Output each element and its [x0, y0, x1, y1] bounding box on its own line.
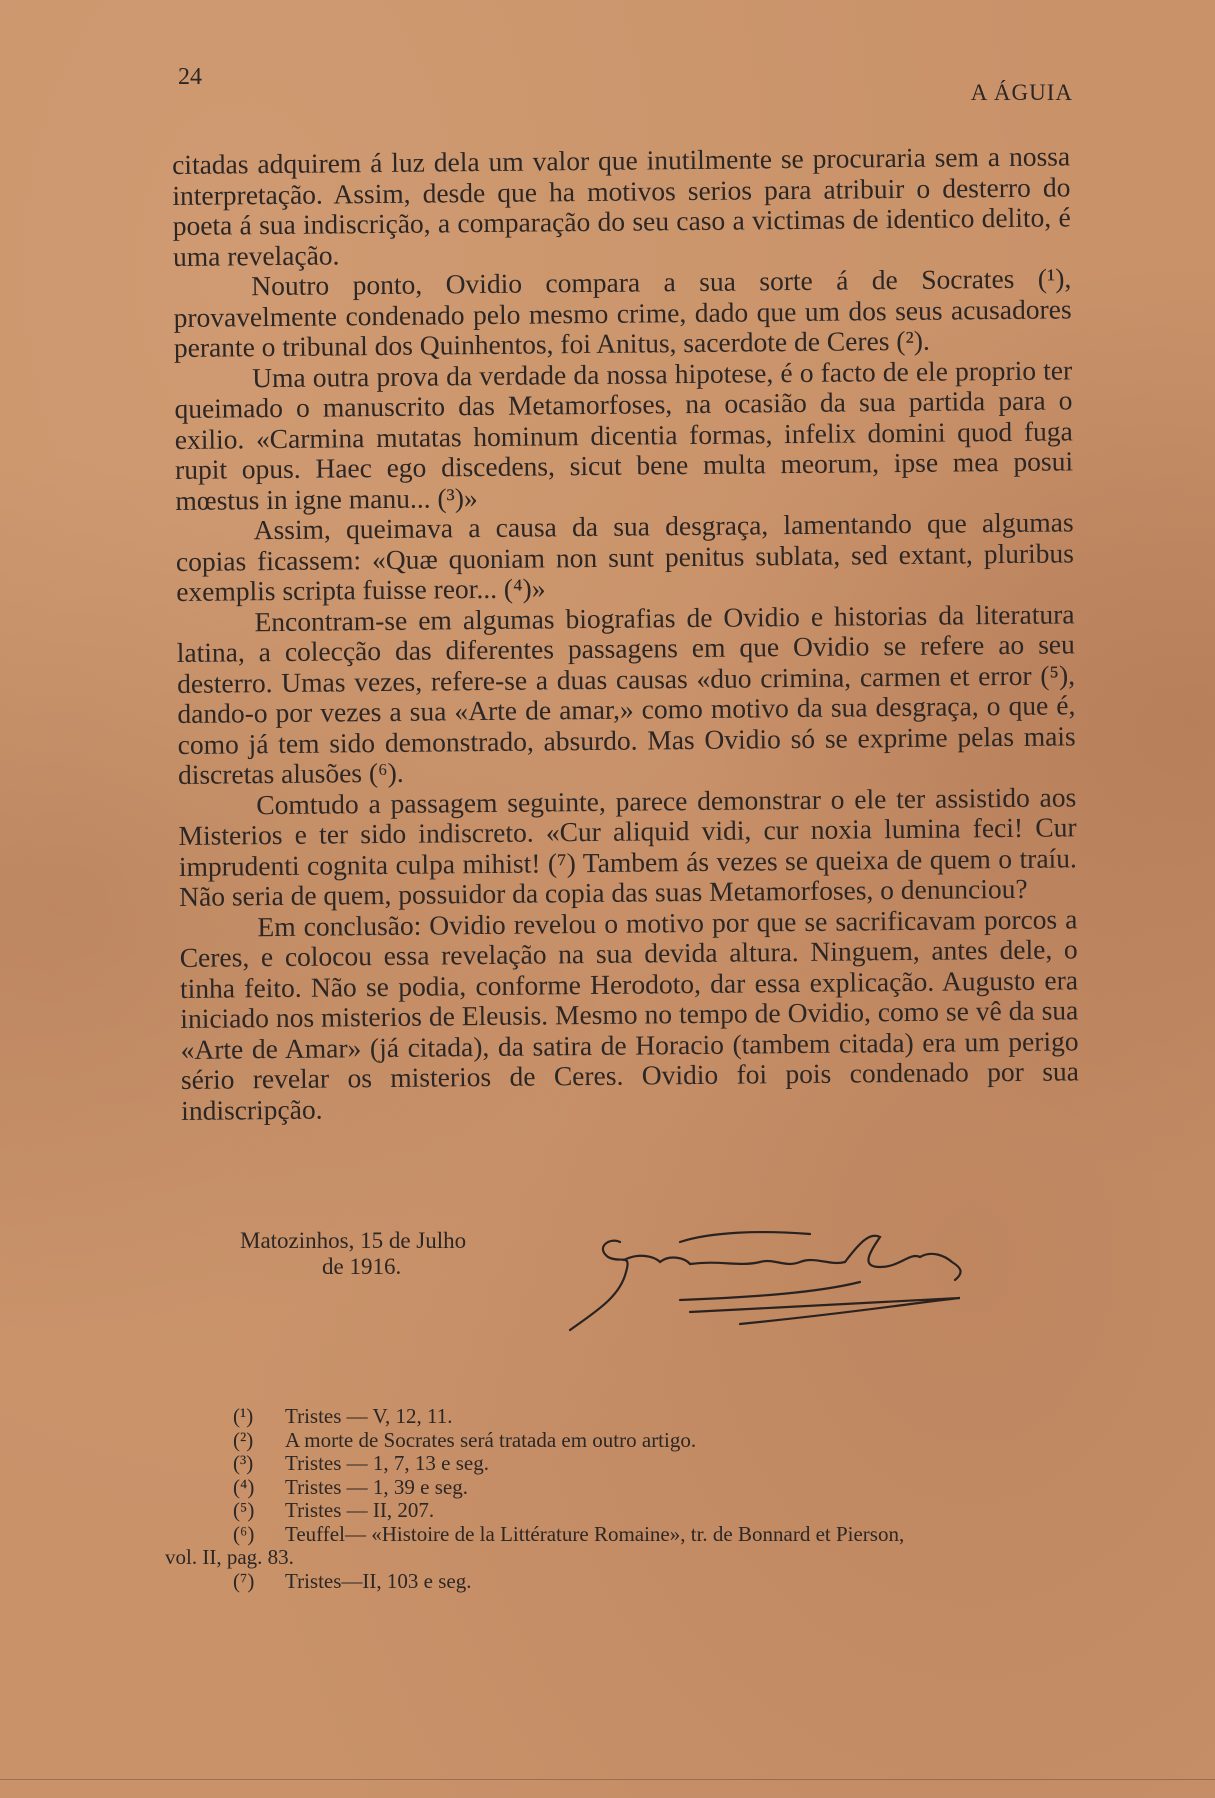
- running-title: A ÁGUIA: [970, 80, 1073, 105]
- footnote-text: A morte de Socrates será tratada em outro artigo.: [285, 1427, 697, 1452]
- place-line: Matozinhos, 15 de Julho: [240, 1228, 467, 1253]
- footnote-mark: (⁵): [233, 1498, 255, 1522]
- footnote-mark: (²): [233, 1427, 254, 1452]
- handwritten-signature: [560, 1212, 1060, 1342]
- page-edge-line: [0, 1779, 1215, 1780]
- paragraph: citadas adquirem á luz dela um valor que inutilmente se procuraria sem a nossa interpretação. Assim, desde que ha motivos serios para atribuir o desterro do poeta á sua indiscrição, a comparação do seu caso a victimas de identico delito, é uma revelação.: [171, 140, 1071, 272]
- paragraph: Uma outra prova da verdade da nossa hipotese, é o facto de ele proprio ter queimado o manuscrito das Metamorfoses, na ocasião da sua partida para o exilio. «Carmina mutatas hominum dicentia formas, infelix domini quod fuga rupit opus. Haec ego discedens, sicut bene multa meorum, ipse mea posui mœstus in igne manu... (³)»: [174, 353, 1074, 516]
- footnote-continuation: vol. II, pag. 83.: [165, 1545, 294, 1569]
- page-number: 24: [178, 64, 202, 90]
- paragraph: Assim, queimava a causa da sua desgraça, lamentando que algumas copias ficassem: «Quæ quoniam non sunt penitus sublata, sed extant, pluribus exemplis scripta fuisse reor... (⁴)»: [175, 506, 1075, 607]
- footnote-text: Tristes—II, 103 e seg.: [285, 1568, 472, 1593]
- footnote-mark: (⁴): [233, 1474, 255, 1499]
- date-line: de 1916.: [322, 1254, 402, 1279]
- footnote-mark: (⁶): [233, 1521, 255, 1546]
- footnote: [165, 1429, 1065, 1453]
- place-and-date: [240, 1228, 466, 1280]
- article-body: [172, 141, 1079, 1126]
- footnote: [165, 1570, 1065, 1594]
- paragraph: Noutro ponto, Ovidio compara a sua sorte á de Socrates (¹), provavelmente condenado pelo mesmo crime, dado que um dos seus acusadores perante o tribunal dos Quinhentos, foi Anitus, sacerdote de Ceres (²).: [173, 262, 1072, 363]
- paragraph: Encontram-se em algumas biografias de Ovidio e historias da literatura latina, a colecção das diferentes passagens em que Ovidio se refere ao seu desterro. Umas vezes, refere-se a duas causas «duo crimina, carmen et error (⁵), dando-o por vezes a sua «Arte de amar,» como motivo da sua desgraça, o que é, como já tem sido demonstrado, absurdo. Mas Ovidio só se exprime pelas mais discretas alusões (⁶).: [176, 597, 1076, 790]
- footnote-mark: (¹): [233, 1404, 254, 1428]
- footnote-text: Teuffel— «Histoire de la Littérature Romaine», tr. de Bonnard et Pierson,: [285, 1521, 905, 1546]
- paragraph: Em conclusão: Ovidio revelou o motivo por que se sacrificavam porcos a Ceres, e colocou essa revelação na sua devida altura. Ninguem, antes dele, o tinha feito. Não se podia, conforme Herodoto, dar essa explicação. Augusto era iniciado nos misterios de Eleusis. Mesmo no tempo de Ovidio, como se vê da sua «Arte de Amar» (já citada), da satira de Horacio (tambem citada) era um perigo sério revelar os misterios de Ceres. Ovidio foi pois condenado por sua indiscripção.: [179, 902, 1080, 1126]
- footnote-text: Tristes — 1, 39 e seg.: [285, 1474, 468, 1499]
- footnote: [165, 1476, 1065, 1500]
- page-header: [178, 64, 1073, 104]
- footnote-text: Tristes — 1, 7, 13 e seg.: [285, 1451, 489, 1475]
- footnote-text: Tristes — V, 12, 11.: [285, 1404, 453, 1428]
- footnote: [165, 1523, 1065, 1570]
- footnote-text: Tristes — II, 207.: [285, 1498, 435, 1522]
- paragraph: Comtudo a passagem seguinte, parece demonstrar o ele ter assistido aos Misterios e ter sido indiscreto. «Cur aliquid vidi, cur noxia lumina feci! Cur imprudenti cognita culpa mihist! (⁷) Tambem ás vezes se queixa de quem o traíu. Não seria de quem, possuidor da copia das suas Metamorfoses, o denunciou?: [178, 780, 1077, 912]
- footnote: [165, 1452, 1065, 1476]
- footnote-mark: (³): [233, 1451, 254, 1475]
- footnote: [165, 1499, 1065, 1523]
- footnote-mark: (⁷): [233, 1568, 255, 1593]
- footnote: [165, 1405, 1065, 1429]
- footnotes: [165, 1405, 1065, 1593]
